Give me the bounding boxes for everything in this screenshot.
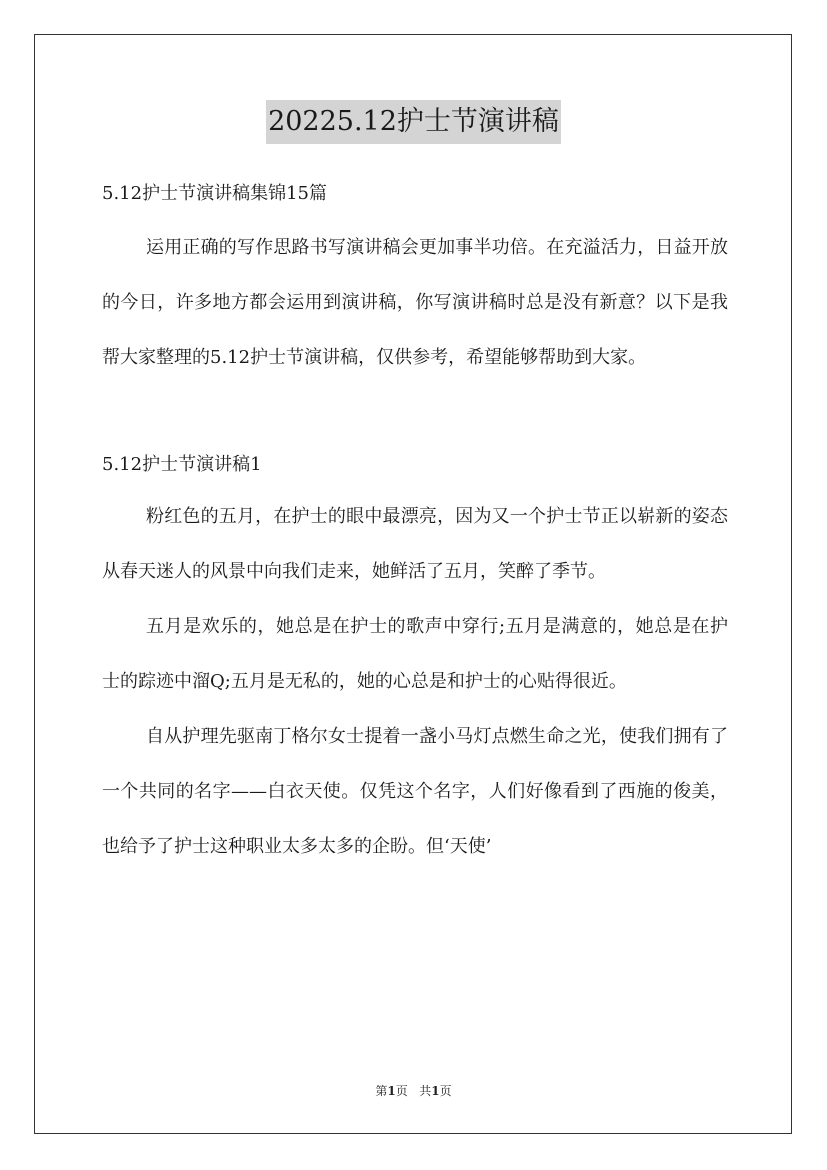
page-prefix: 第	[375, 1084, 388, 1098]
total-suffix: 页	[439, 1084, 452, 1098]
page-footer	[0, 1082, 827, 1100]
body-paragraph: 自从护理先驱南丁格尔女士提着一盏小马灯点燃生命之光，使我们拥有了 一个共同的名字——白衣天使。仅凭这个名字，人们好像看到了西施的俊美，也给予了护士这种职业太多太多的企盼。但‘天使’	[102, 726, 728, 857]
title-container	[0, 100, 827, 144]
total-prefix: 共	[419, 1084, 432, 1098]
page-number: 1	[387, 1084, 396, 1098]
body-paragraph: 五月是欢乐的，她总是在护士的歌声中穿行;五月是满意的，她总是在护士的踪迹中溜Q;五月是无私的，她的心总是和护士的心贴得很近。	[102, 616, 728, 692]
total-number: 1	[431, 1084, 440, 1098]
spacer	[102, 385, 728, 445]
body-paragraph: 粉红色的五月，在护士的眼中最漂亮，因为又一个护士节正以崭新的姿态从春天迷人的风景中向我们走来，她鲜活了五月，笑醉了季节。	[102, 506, 728, 582]
page-suffix: 页	[395, 1084, 408, 1098]
document-title: 20225.12护士节演讲稿	[266, 100, 561, 144]
intro-heading: 5.12护士节演讲稿集锦15篇	[102, 183, 327, 204]
section-heading: 5.12护士节演讲稿1	[102, 454, 262, 475]
document-body	[102, 174, 728, 874]
intro-paragraph: 运用正确的写作思路书写演讲稿会更加事半功倍。在充溢活力，日益开放的今日，许多地方都会运用到演讲稿，你写演讲稿时总是没有新意？以下是我帮大家整理的5.12护士节演讲稿，仅供参考，希望能够帮助到大家。	[102, 237, 728, 368]
